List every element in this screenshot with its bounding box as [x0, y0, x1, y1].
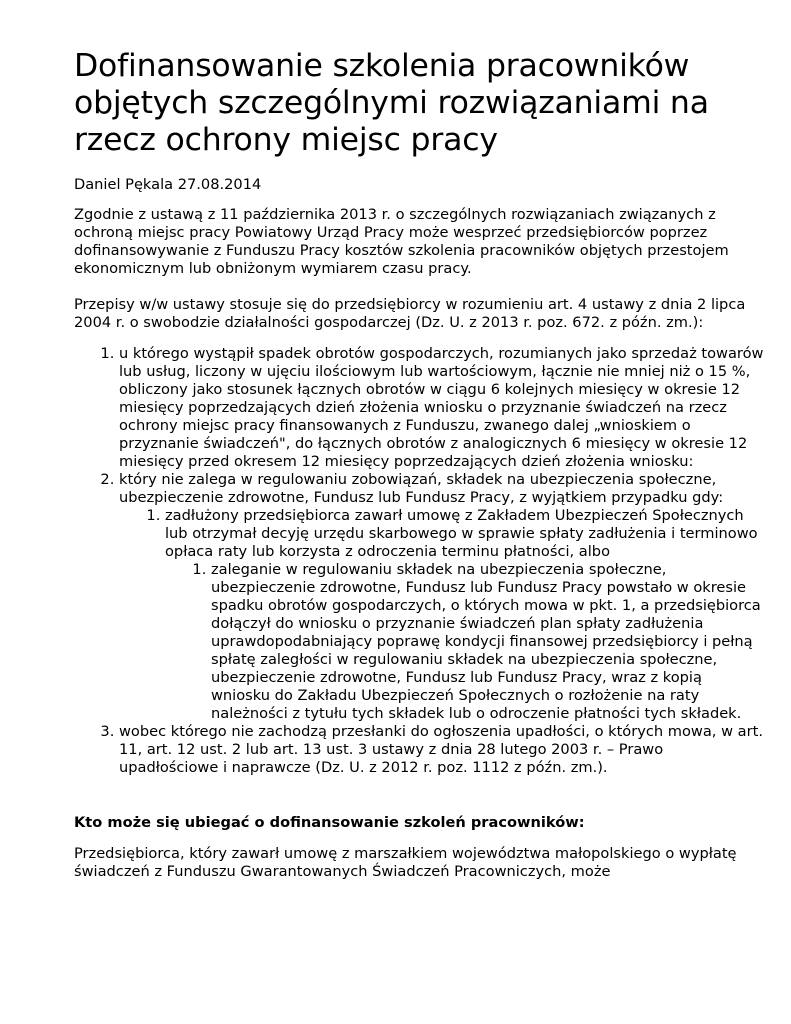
- list-item-text: zadłużony przedsiębiorca zawarł umowę z Zakładem Ubezpieczeń Społecznych lub otrzymał decyję urzędu skarbowego w sprawie spłaty zadłużenia i terminowo opłaca raty lub korzysta z odroczenia terminu płatności, albo: [165, 507, 758, 560]
- section-heading: Kto może się ubiegać o dofinansowanie szkoleń pracowników:: [74, 814, 585, 831]
- sub-list: [119, 507, 764, 723]
- list-item-text: wobec którego nie zachodzą przesłanki do ogłoszenia upadłości, o których mowa, w art. 11, art. 12 ust. 2 lub art. 13 ust. 3 ustawy z dnia 28 lutego 2003 r. – Prawo upadłościowe i naprawcze (Dz. U. z 2012 r. poz. 1112 z późn. zm.).: [119, 723, 763, 776]
- list-item-text: u którego wystąpił spadek obrotów gospodarczych, rozumianych jako sprzedaż towarów lub usług, liczony w ujęciu ilościowym lub wartościowym, łącznie nie mniej niż o 15 %, obliczony jako stosunek łącznych obrotów w ciągu 6 kolejnych miesięcy w okresie 12 miesięcy poprzedzających dzień złożenia wniosku o przyznanie świadczeń na rzecz ochrony miejsc pracy finansowanych z Funduszu, zwanego dalej „wnioskiem o przyznanie świadczeń", do łącznych obrotów z analogicznych 6 miesięcy w okresie 12 miesięcy przed okresem 12 miesięcy poprzedzających dzień złożenia wniosku:: [119, 345, 764, 470]
- intro-paragraph: Zgodnie z ustawą z 11 października 2013 r. o szczególnych rozwiązaniach związanych z ochroną miejsc pracy Powiatowy Urząd Pracy może wesprzeć przedsiębiorców poprzez dofinansowywanie z Funduszu Pracy kosztów szkolenia pracowników objętych przestojem ekonomicznym lub obniżonym wymiarem czasu pracy.: [74, 206, 729, 277]
- author-date: Daniel Pękala 27.08.2014: [74, 176, 262, 193]
- document-title: Dofinansowanie szkolenia pracowników objętych szczególnymi rozwiązaniami na rzecz ochrony miejsc pracy: [74, 48, 709, 158]
- list-item-text: zaleganie w regulowaniu składek na ubezpieczenia społeczne, ubezpieczenie zdrowotne, Fundusz lub Fundusz Pracy powstało w okresie spadku obrotów gospodarczych, o których mowa w pkt. 1, a przedsiębiorca dołączył do wniosku o przyznanie świadczeń plan spłaty zadłużenia uprawdopodabniający poprawę kondycji finansowej przedsiębiorcy i pełną spłatę zaległości w regulowaniu składek na ubezpieczenia społeczne, ubezpieczenie zdrowotne, Fundusz lub Fundusz Pracy, wraz z kopią wniosku do Zakładu Ubezpieczeń Społecznych o rozłożenie na raty należności z tytułu tych składek lub o odroczenie płatności tych składek.: [211, 561, 761, 722]
- list-item: [119, 345, 764, 471]
- list-item-text: który nie zalega w regulowaniu zobowiązań, składek na ubezpieczenia społeczne, ubezpieczenie zdrowotne, Fundusz lub Fundusz Pracy, z wyjątkiem przypadku gdy:: [119, 471, 724, 506]
- conditions-list: [74, 345, 764, 777]
- document-page: [74, 48, 764, 881]
- list-item: [165, 507, 764, 723]
- scope-paragraph: Przepisy w/w ustawy stosuje się do przedsiębiorcy w rozumieniu art. 4 ustawy z dnia 2 lipca 2004 r. o swobodzie działalności gospodarczej (Dz. U. z 2013 r. poz. 672. z późn. zm.):: [74, 296, 746, 331]
- sub-sub-list: [165, 561, 764, 723]
- list-item: [119, 723, 764, 777]
- section-paragraph: Przedsiębiorca, który zawarł umowę z marszałkiem województwa małopolskiego o wypłatę świadczeń z Funduszu Gwarantowanych Świadczeń Pracowniczych, może: [74, 845, 737, 880]
- list-item: [211, 561, 764, 723]
- list-item: [119, 471, 764, 723]
